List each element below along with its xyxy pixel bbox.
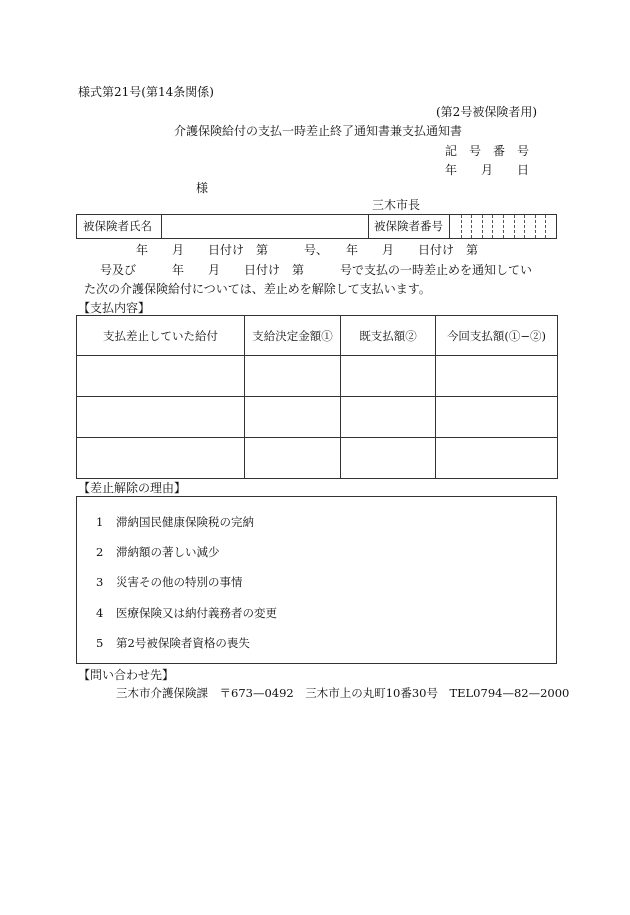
table-row <box>77 356 558 397</box>
payment-section-heading: 【支払内容】 <box>78 301 151 315</box>
date-label: 年 月 日 <box>445 163 530 177</box>
reason-text: 第2号被保険者資格の喪失 <box>116 636 250 650</box>
list-item <box>96 605 277 621</box>
notice-text-line-1: 年 月 日付け 第 号、 年 月 日付け 第 <box>136 243 479 257</box>
number-digit-divider <box>524 215 525 238</box>
insured-info-row <box>76 214 557 239</box>
insured-number-label: 被保険者番号 <box>374 219 443 233</box>
table-cell[interactable] <box>77 397 245 438</box>
column-header: 支給決定金額① <box>245 316 341 356</box>
reason-text: 医療保険又は納付義務者の変更 <box>116 606 277 620</box>
list-item <box>96 635 250 651</box>
list-item <box>96 514 254 530</box>
insured-name-field[interactable] <box>162 215 369 238</box>
table-cell[interactable] <box>245 438 341 479</box>
issuer-name: 三木市長 <box>372 198 421 212</box>
notice-text-line-3: た次の介護保険給付については、差止めを解除して支払います。 <box>84 282 431 296</box>
list-item <box>96 574 243 590</box>
reason-number: 5 <box>96 636 104 650</box>
number-digit-divider <box>514 215 515 238</box>
number-digit-divider <box>471 215 472 238</box>
insured-name-label-cell <box>77 215 162 238</box>
contact-details: 三木市介護保険課 〒673—0492 三木市上の丸町10番30号 TEL0794—82—2000 <box>116 686 570 700</box>
number-digit-divider <box>492 215 493 238</box>
form-number: 様式第21号(第14条関係) <box>78 85 214 99</box>
column-header: 今回支払額(①−②) <box>436 316 558 356</box>
table-cell[interactable] <box>436 438 558 479</box>
table-cell[interactable] <box>245 397 341 438</box>
reason-number: 2 <box>96 545 104 559</box>
table-cell[interactable] <box>77 438 245 479</box>
reason-text: 滞納国民健康保険税の完納 <box>116 515 254 529</box>
table-cell[interactable] <box>436 356 558 397</box>
insured-type-label: (第2号被保険者用) <box>436 105 537 119</box>
column-header: 既支払額② <box>341 316 436 356</box>
reference-number-label: 記 号 番 号 <box>445 144 530 158</box>
number-digit-divider <box>461 215 462 238</box>
insured-number-label-cell <box>369 215 450 238</box>
reason-text: 滞納額の著しい減少 <box>116 545 220 559</box>
number-digit-divider <box>503 215 504 238</box>
contact-section-heading: 【問い合わせ先】 <box>78 668 175 682</box>
number-digit-divider <box>482 215 483 238</box>
payment-table-header <box>77 316 558 356</box>
number-digit-divider <box>535 215 536 238</box>
list-item <box>96 544 220 560</box>
reason-number: 4 <box>96 606 104 620</box>
table-row <box>77 438 558 479</box>
table-cell[interactable] <box>436 397 558 438</box>
table-cell[interactable] <box>341 356 436 397</box>
reason-number: 3 <box>96 575 104 589</box>
addressee-suffix: 様 <box>196 181 209 195</box>
payment-table <box>76 315 558 479</box>
insured-name-label: 被保険者氏名 <box>83 219 152 233</box>
reason-number: 1 <box>96 515 104 529</box>
table-row <box>77 397 558 438</box>
number-digit-divider <box>545 215 546 238</box>
insured-number-field[interactable] <box>450 215 556 238</box>
reason-section-heading: 【差止解除の理由】 <box>78 481 187 495</box>
table-cell[interactable] <box>341 397 436 438</box>
notice-text-line-2: 号及び 年 月 日付け 第 号で支払の一時差止めを通知してい <box>100 263 533 277</box>
column-header: 支払差止していた給付 <box>77 316 245 356</box>
table-cell[interactable] <box>245 356 341 397</box>
document-title: 介護保険給付の支払一時差止終了通知書兼支払通知書 <box>174 124 463 138</box>
reason-text: 災害その他の特別の事情 <box>116 575 243 589</box>
table-cell[interactable] <box>77 356 245 397</box>
table-cell[interactable] <box>341 438 436 479</box>
